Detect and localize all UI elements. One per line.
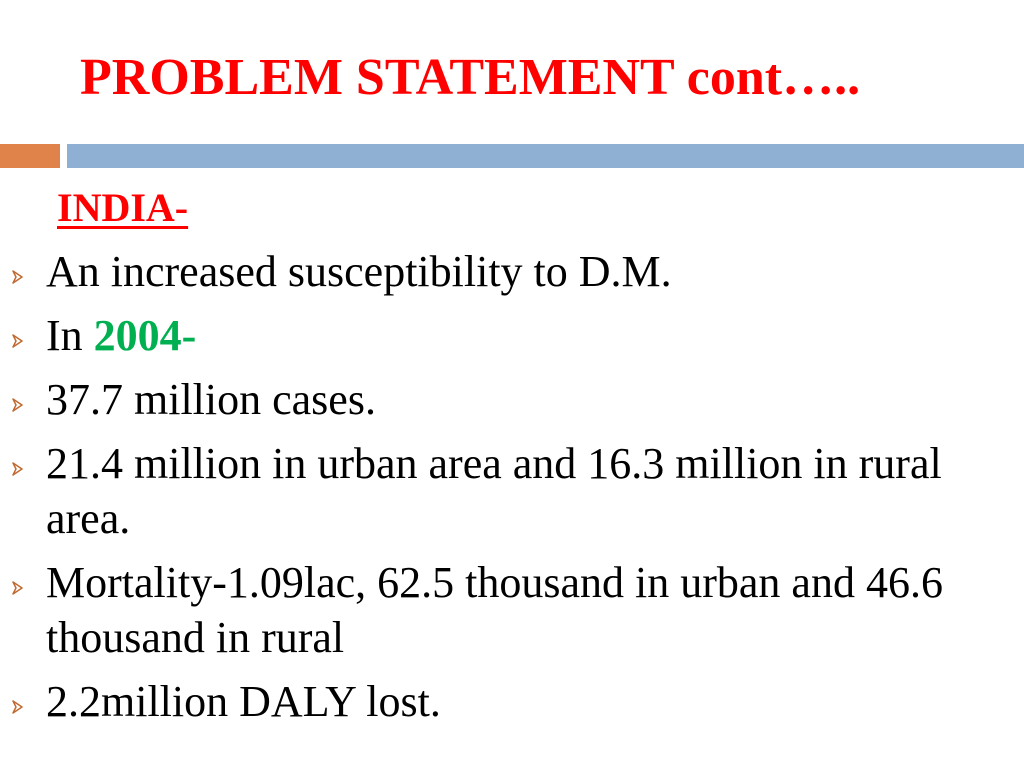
bullet-text: 37.7 million cases. <box>46 375 376 424</box>
section-heading: INDIA- <box>57 185 189 230</box>
arrow-bullet-icon <box>12 308 26 363</box>
slide-title: PROBLEM STATEMENT cont….. <box>80 49 861 106</box>
arrow-bullet-icon <box>12 674 26 729</box>
bullet-item <box>0 308 1010 363</box>
highlight-year: 2004- <box>93 311 197 360</box>
bullet-text: Mortality-1.09lac, 62.5 thousand in urban and 46.6 thousand in rural <box>46 558 943 662</box>
title-accent-bar-orange <box>0 144 60 168</box>
bullet-item <box>0 555 1010 665</box>
bullet-text: 21.4 million in urban area and 16.3 million in rural area. <box>46 439 942 543</box>
bullet-item <box>0 674 1010 729</box>
bullet-text: 2.2million DALY lost. <box>46 677 441 726</box>
bullet-item <box>0 372 1010 427</box>
arrow-bullet-icon <box>12 555 26 610</box>
bullet-item <box>0 436 1010 546</box>
title-accent-bar-blue <box>67 144 1024 168</box>
arrow-bullet-icon <box>12 436 26 491</box>
bullet-text: An increased susceptibility to D.M. <box>46 247 672 296</box>
bullet-list <box>0 244 1010 738</box>
bullet-text: In <box>46 311 94 360</box>
arrow-bullet-icon <box>12 372 26 427</box>
arrow-bullet-icon <box>12 244 26 299</box>
bullet-item <box>0 244 1010 299</box>
